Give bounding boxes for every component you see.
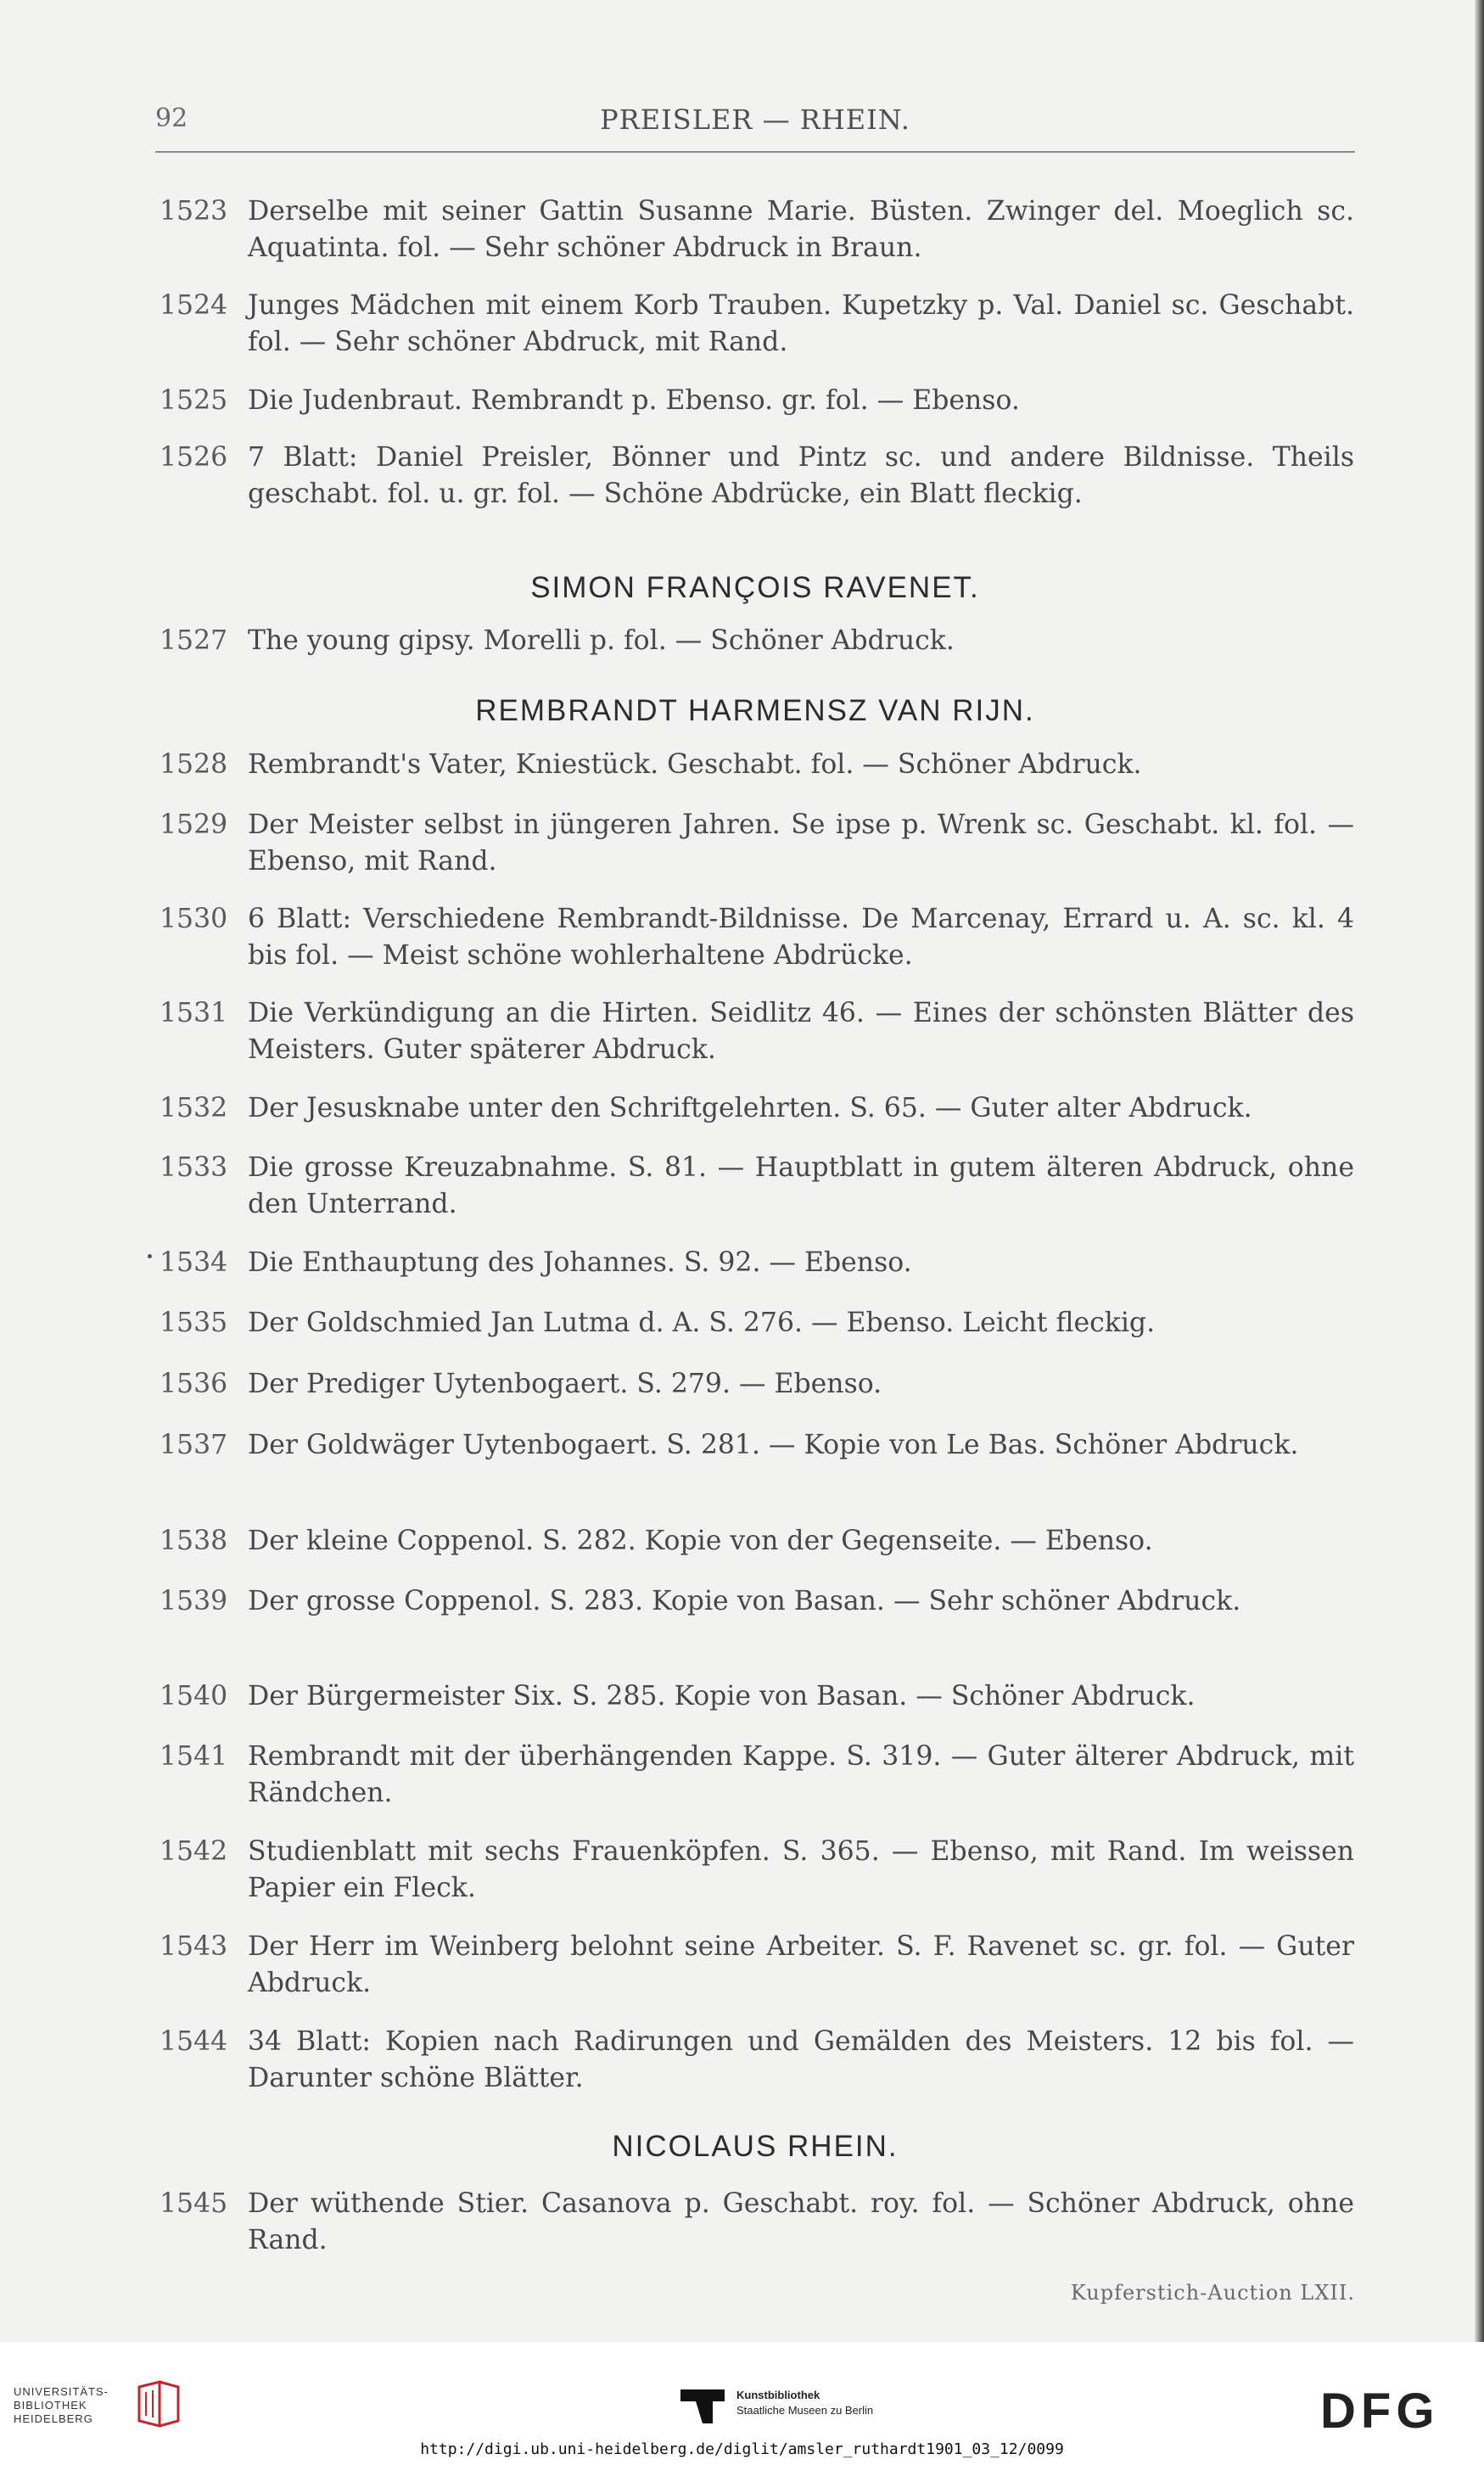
entry-text: Junges Mädchen mit einem Korb Trauben. Kupetzky p. Val. Daniel sc. Geschabt. fol. — Sehr schöner Abdruck, mit Rand. xyxy=(248,290,1354,357)
entry-text: Der Jesusknabe unter den Schriftgelehrten. S. 65. — Guter alter Abdruck. xyxy=(248,1093,1252,1123)
catalog-entry xyxy=(160,1583,1354,1620)
kunstbibliothek-label: Kunstbibliothek Staatliche Museen zu Berlin xyxy=(736,2389,874,2417)
entry-number: 1523 xyxy=(160,196,228,227)
print-speck xyxy=(148,1254,152,1258)
section-heading-rembrandt: REMBRANDT HARMENSZ VAN RIJN. xyxy=(475,694,1035,727)
catalog-entry xyxy=(160,2186,1354,2259)
university-library-label: UNIVERSITÄTS- BIBLIOTHEK HEIDELBERG xyxy=(14,2385,109,2425)
entry-number: 1526 xyxy=(160,442,228,473)
entry-number: 1532 xyxy=(160,1093,228,1123)
page-number: 92 xyxy=(155,104,188,133)
source-url[interactable]: http://digi.ub.uni-heidelberg.de/diglit/amsler_ruthardt1901_03_12/0099 xyxy=(420,2440,1064,2458)
catalog-entry xyxy=(160,1366,1354,1403)
entry-number: 1525 xyxy=(160,385,228,416)
entry-text: Der kleine Coppenol. S. 282. Kopie von der Gegenseite. — Ebenso. xyxy=(248,1526,1153,1556)
entry-number: 1542 xyxy=(160,1836,228,1867)
catalog-entry xyxy=(160,995,1354,1068)
entry-number: 1529 xyxy=(160,810,228,840)
catalog-entry xyxy=(160,807,1354,880)
entry-number: 1538 xyxy=(160,1526,228,1556)
entry-number: 1543 xyxy=(160,1931,228,1962)
catalog-entry xyxy=(160,383,1354,419)
entry-text: 6 Blatt: Verschiedene Rembrandt-Bildnisse. De Marcenay, Errard u. A. sc. kl. 4 bis fol. — Meist schöne wohlerhaltene Abdrücke. xyxy=(248,904,1354,971)
catalog-entry xyxy=(160,1090,1354,1127)
entry-number: 1537 xyxy=(160,1430,228,1460)
page-header xyxy=(155,100,1355,153)
entry-number: 1531 xyxy=(160,998,228,1028)
catalog-entry xyxy=(160,193,1354,266)
entry-text: Rembrandt's Vater, Kniestück. Geschabt. fol. — Schöner Abdruck. xyxy=(248,749,1142,780)
university-library-logo-icon xyxy=(134,2378,182,2431)
catalog-entry xyxy=(160,1305,1354,1342)
entry-text: Die Judenbraut. Rembrandt p. Ebenso. gr. fol. — Ebenso. xyxy=(248,385,1020,416)
entry-text: 7 Blatt: Daniel Preisler, Bönner und Pintz sc. und andere Bildnisse. Theils geschabt. fol. u. gr. fol. — Schöne Abdrücke, ein Blatt fleckig. xyxy=(248,442,1354,509)
catalog-entry xyxy=(160,1523,1354,1560)
entry-text: 34 Blatt: Kopien nach Radirungen und Gemälden des Meisters. 12 bis fol. — Darunter schöne Blätter. xyxy=(248,2026,1354,2093)
entry-number: 1536 xyxy=(160,1369,228,1399)
entry-number: 1535 xyxy=(160,1308,228,1338)
page-edge-shadow xyxy=(1475,0,1484,2342)
entry-text: Der Herr im Weinberg belohnt seine Arbeiter. S. F. Ravenet sc. gr. fol. — Guter Abdruck. xyxy=(248,1931,1354,1998)
catalog-entry xyxy=(160,1929,1354,2002)
section-heading-rhein: NICOLAUS RHEIN. xyxy=(612,2130,899,2163)
entry-number: 1540 xyxy=(160,1681,228,1711)
entry-text: Rembrandt mit der überhängenden Kappe. S. 319. — Guter älterer Abdruck, mit Rändchen. xyxy=(248,1741,1354,1808)
catalog-entry xyxy=(160,1834,1354,1907)
entry-text: Der wüthende Stier. Casanova p. Geschabt. roy. fol. — Schöner Abdruck, ohne Rand. xyxy=(248,2188,1354,2255)
running-title: PREISLER — RHEIN. xyxy=(600,104,910,136)
entry-number: 1527 xyxy=(160,625,228,656)
entry-text: Der Goldwäger Uytenbogaert. S. 281. — Kopie von Le Bas. Schöner Abdruck. xyxy=(248,1430,1299,1460)
entry-text: Der Meister selbst in jüngeren Jahren. Se ipse p. Wrenk sc. Geschabt. kl. fol. — Ebenso, mit Rand. xyxy=(248,810,1354,877)
entry-number: 1544 xyxy=(160,2026,228,2057)
catalog-entry xyxy=(160,2024,1354,2097)
entry-text: Die Enthauptung des Johannes. S. 92. — Ebenso. xyxy=(248,1247,912,1278)
entry-number: 1541 xyxy=(160,1741,228,1772)
catalog-entry xyxy=(160,1678,1354,1715)
entry-number: 1533 xyxy=(160,1152,228,1183)
catalog-entry xyxy=(160,1739,1354,1812)
catalog-entry xyxy=(160,440,1354,513)
signature-line: Kupferstich-Auction LXII. xyxy=(1070,2281,1355,2305)
kunstbibliothek-logo-icon xyxy=(679,2388,726,2427)
entry-text: Studienblatt mit sechs Frauenköpfen. S. 365. — Ebenso, mit Rand. Im weissen Papier ein Fleck. xyxy=(248,1836,1354,1903)
entry-text: Der Bürgermeister Six. S. 285. Kopie von Basan. — Schöner Abdruck. xyxy=(248,1681,1196,1711)
entry-text: Der Prediger Uytenbogaert. S. 279. — Ebenso. xyxy=(248,1369,882,1399)
entry-number: 1545 xyxy=(160,2188,228,2219)
catalog-entry xyxy=(160,1427,1354,1464)
entry-text: Derselbe mit seiner Gattin Susanne Marie. Büsten. Zwinger del. Moeglich sc. Aquatinta. fol. — Sehr schöner Abdruck in Braun. xyxy=(248,196,1354,263)
catalog-entry xyxy=(160,288,1354,361)
catalog-entry xyxy=(160,1150,1354,1223)
entry-text: Die Verkündigung an die Hirten. Seidlitz 46. — Eines der schönsten Blätter des Meisters. Guter späterer Abdruck. xyxy=(248,998,1354,1065)
entry-text: Der Goldschmied Jan Lutma d. A. S. 276. — Ebenso. Leicht fleckig. xyxy=(248,1308,1156,1338)
catalog-entry xyxy=(160,901,1354,974)
entry-text: Der grosse Coppenol. S. 283. Kopie von Basan. — Sehr schöner Abdruck. xyxy=(248,1586,1241,1616)
entry-text: The young gipsy. Morelli p. fol. — Schöner Abdruck. xyxy=(248,625,955,656)
entry-number: 1534 xyxy=(160,1247,228,1278)
section-heading-ravenet: SIMON FRANÇOIS RAVENET. xyxy=(530,571,980,604)
entry-text: Die grosse Kreuzabnahme. S. 81. — Hauptblatt in gutem älteren Abdruck, ohne den Unterrand. xyxy=(248,1152,1354,1219)
entry-number: 1528 xyxy=(160,749,228,780)
catalog-entry xyxy=(160,747,1354,783)
entry-number: 1524 xyxy=(160,290,228,321)
catalog-entry xyxy=(160,1245,1354,1281)
entry-number: 1539 xyxy=(160,1586,228,1616)
dfg-logo: DFG xyxy=(1320,2384,1440,2439)
entry-number: 1530 xyxy=(160,904,228,934)
catalog-entry xyxy=(160,623,1354,659)
